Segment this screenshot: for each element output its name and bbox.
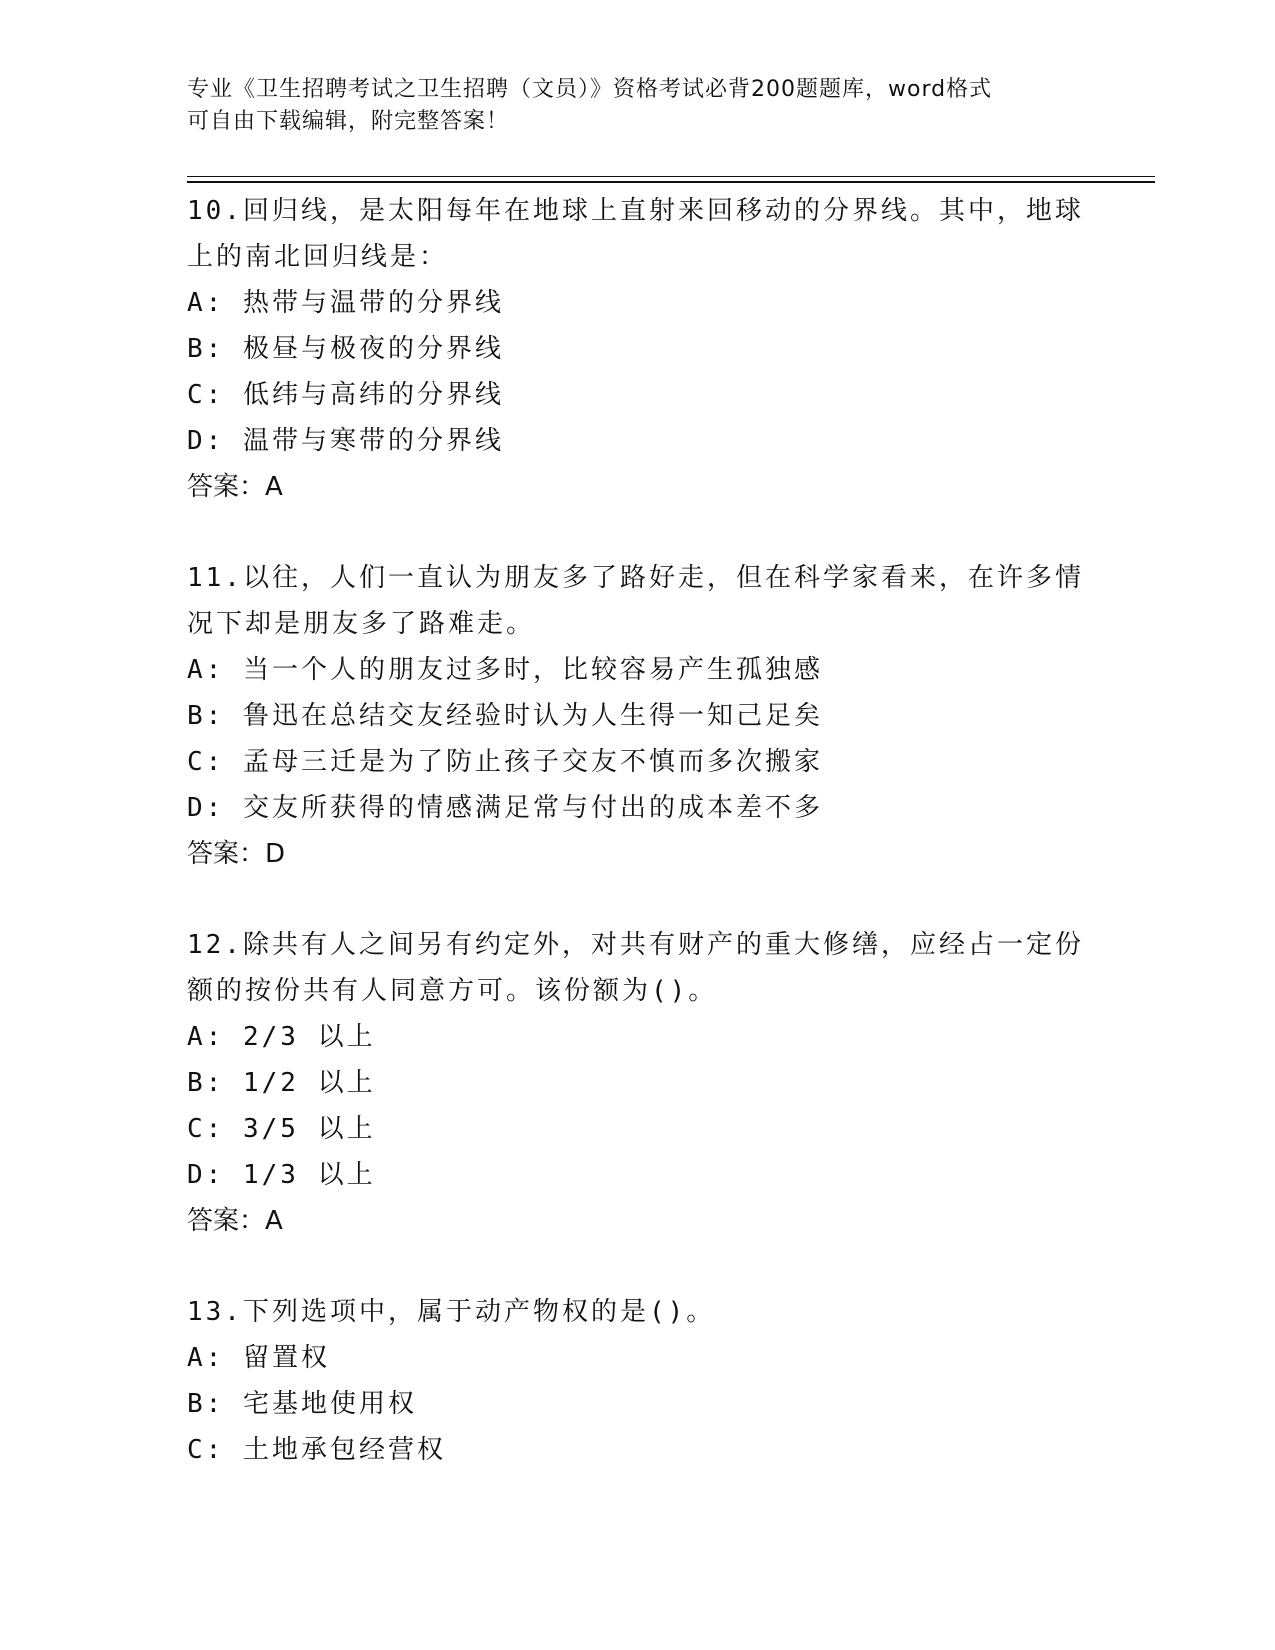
option-b: B: 鲁迅在总结交友经验时认为人生得一知己足矣	[187, 701, 823, 731]
question-list	[187, 188, 1087, 1518]
option-d: D: 1/3 以上	[187, 1160, 376, 1190]
question-13	[187, 1289, 1087, 1473]
option-c: C: 土地承包经营权	[187, 1435, 446, 1465]
option-a: A: 留置权	[187, 1343, 330, 1373]
answer-line: 答案：A	[187, 1206, 283, 1236]
option-d: D: 温带与寒带的分界线	[187, 426, 504, 456]
answer-line: 答案：D	[187, 839, 286, 869]
option-b: B: 1/2 以上	[187, 1068, 376, 1098]
option-a: A: 热带与温带的分界线	[187, 288, 504, 318]
option-c: C: 3/5 以上	[187, 1114, 376, 1144]
question-10	[187, 188, 1087, 510]
question-text: 10.回归线，是太阳每年在地球上直射来回移动的分界线。其中，地球上的南北回归线是：	[187, 196, 1084, 272]
question-text: 13.下列选项中，属于动产物权的是()。	[187, 1297, 716, 1327]
question-text: 11.以往，人们一直认为朋友多了路好走，但在科学家看来，在许多情况下却是朋友多了路难走。	[187, 563, 1084, 639]
option-b: B: 极昼与极夜的分界线	[187, 334, 504, 364]
answer-line: 答案：A	[187, 472, 283, 502]
header-divider-thin	[187, 176, 1155, 177]
option-c: C: 孟母三迁是为了防止孩子交友不慎而多次搬家	[187, 747, 823, 777]
question-text: 12.除共有人之间另有约定外，对共有财产的重大修缮，应经占一定份额的按份共有人同意方可。该份额为()。	[187, 930, 1084, 1006]
header-line-2: 可自由下载编辑，附完整答案！	[187, 109, 510, 134]
option-a: A: 当一个人的朋友过多时，比较容易产生孤独感	[187, 655, 823, 685]
option-c: C: 低纬与高纬的分界线	[187, 380, 504, 410]
document-header	[187, 74, 1067, 138]
option-a: A: 2/3 以上	[187, 1022, 376, 1052]
option-b: B: 宅基地使用权	[187, 1389, 417, 1419]
header-divider-thick	[187, 181, 1155, 183]
question-11	[187, 555, 1087, 877]
option-d: D: 交友所获得的情感满足常与付出的成本差不多	[187, 793, 823, 823]
header-line-1: 专业《卫生招聘考试之卫生招聘（文员）》资格考试必背200题题库，word格式	[187, 77, 993, 102]
question-12	[187, 922, 1087, 1244]
